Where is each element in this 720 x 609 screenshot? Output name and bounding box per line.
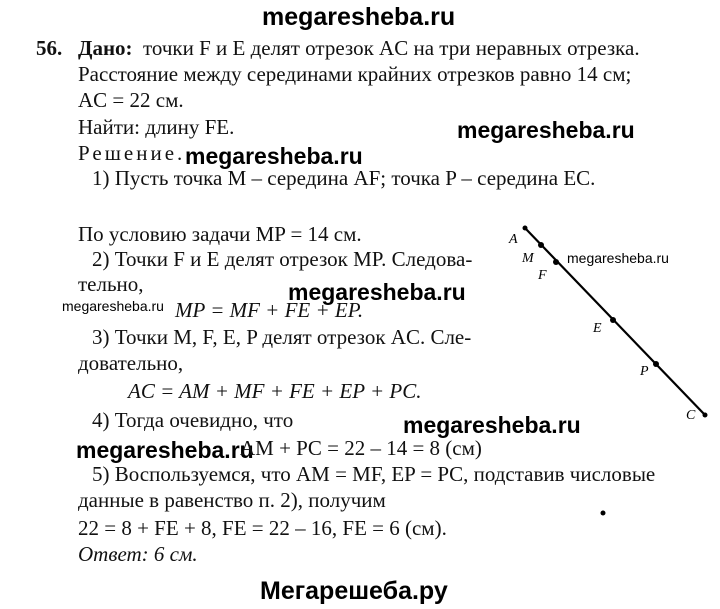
line-condition: По условию задачи MP = 14 см. <box>78 222 362 246</box>
line-step3: 3) Точки M, F, E, P делят отрезок AC. Сле- <box>92 325 472 349</box>
point-a <box>523 226 528 231</box>
given-label: Дано: <box>78 36 133 60</box>
watermark-center: megaresheba.ru <box>288 279 466 305</box>
watermark-left-small: megaresheba.ru <box>62 298 164 314</box>
problem-number: 56. <box>36 36 63 60</box>
line-step4: 4) Тогда очевидно, что <box>92 408 294 432</box>
line-ac: AC = 22 см. <box>78 88 184 112</box>
label-m: M <box>522 251 534 266</box>
line-step2: 2) Точки F и E делят отрезок MP. Следова- <box>92 247 473 271</box>
point-p <box>653 361 659 367</box>
point-e <box>610 317 616 323</box>
label-a: A <box>509 232 518 247</box>
watermark-top: megaresheba.ru <box>262 3 456 31</box>
line-step2-cont: тельно, <box>78 272 144 296</box>
watermark-bottom: Мегарешеба.ру <box>260 577 448 605</box>
equation-ac: AC = AM + MF + FE + EP + PC. <box>128 379 422 403</box>
label-e: E <box>593 321 602 336</box>
watermark-after-reshenie: megaresheba.ru <box>185 143 363 169</box>
stray-dot <box>601 511 606 516</box>
label-c: C <box>686 408 696 423</box>
watermark-right-lower: megaresheba.ru <box>403 412 581 438</box>
line-step3-cont: довательно, <box>78 351 184 375</box>
label-f: F <box>538 268 547 283</box>
equation-am-pc: AM + PC = 22 – 14 = 8 (см) <box>240 436 482 460</box>
watermark-right-upper: megaresheba.ru <box>457 117 635 143</box>
line-step5-cont: данные в равенство п. 2), получим <box>78 488 386 512</box>
answer-line: Ответ: 6 см. <box>78 542 198 566</box>
line-step1: 1) Пусть точка M – середина AF; точка P – середина EC. <box>92 166 596 190</box>
watermark-near-figure: megaresheba.ru <box>567 250 669 266</box>
line-find: Найти: длину FE. <box>78 115 235 139</box>
point-f <box>553 259 559 265</box>
line-step5: 5) Воспользуемся, что AM = MF, EP = PC, подставив числовые <box>92 462 656 486</box>
equation-fe: 22 = 8 + FE + 8, FE = 22 – 16, FE = 6 (см). <box>78 516 447 540</box>
equation-mp: MP = MF + FE + EP. <box>175 298 364 322</box>
watermark-left-lower: megaresheba.ru <box>76 437 254 463</box>
point-m <box>538 242 544 248</box>
line-distance: Расстояние между серединами крайних отрезков равно 14 см; <box>78 62 632 86</box>
point-c <box>703 413 708 418</box>
line-solution-heading: Решение. <box>78 141 186 165</box>
label-p: P <box>640 364 649 379</box>
line-given: точки F и E делят отрезок AC на три неравных отрезка. <box>143 36 640 60</box>
